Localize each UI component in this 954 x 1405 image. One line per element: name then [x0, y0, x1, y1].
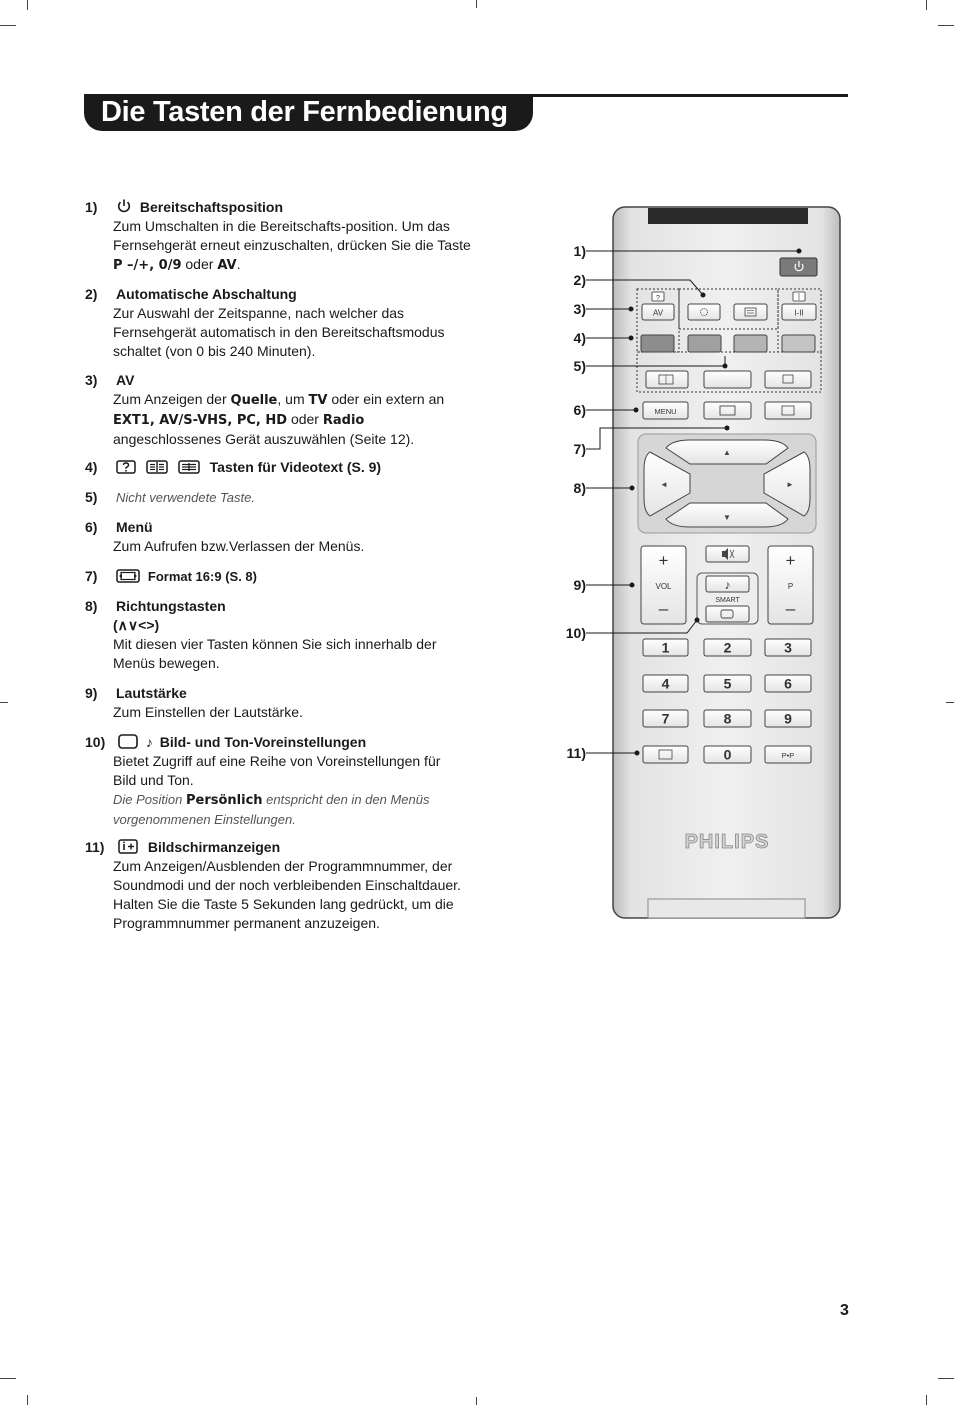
callout-dot	[701, 293, 706, 298]
callout-label-3: 3)	[573, 301, 586, 317]
dual-button-label: I-II	[794, 308, 804, 318]
callout-dot	[634, 408, 639, 413]
item-text: Zum Umschalten in die Bereitschafts-position. Um das	[113, 218, 450, 234]
ir-window	[648, 208, 808, 224]
sound-preset-icon: ♪	[145, 734, 153, 750]
power-icon	[116, 198, 132, 214]
crop-mark	[27, 0, 28, 10]
unused-key-left[interactable]	[646, 371, 688, 388]
unused-key-mid[interactable]	[704, 371, 751, 388]
item-2	[85, 285, 485, 361]
unused-key-right[interactable]	[765, 371, 811, 388]
key-name: AV	[217, 258, 237, 273]
digit-7-label: 7	[661, 710, 670, 727]
item-3	[85, 371, 485, 449]
item-number: 3)	[85, 372, 98, 388]
callout-dot	[629, 336, 634, 341]
crop-mark	[27, 1395, 28, 1405]
digit-1-label: 1	[661, 639, 670, 656]
item-text: Programmnummer permanent anzuzeigen.	[113, 915, 380, 931]
red-key[interactable]	[641, 335, 674, 352]
item-title: AV	[116, 372, 135, 388]
item-number: 8)	[85, 598, 98, 614]
item-title: Bereitschaftsposition	[139, 199, 284, 215]
arrow-keys: (∧∨<>)	[113, 617, 160, 633]
item-1	[85, 198, 485, 275]
key-name: Radio	[322, 413, 365, 428]
item-5	[85, 488, 485, 507]
item-text: Bietet Zugriff auf eine Reihe von Voreinstellungen für	[113, 753, 441, 769]
item-number: 11)	[85, 839, 105, 855]
item-10	[85, 733, 485, 829]
item-text: Zur Auswahl der Zeitspanne, nach welcher das	[113, 305, 405, 321]
digit-3-label: 3	[784, 639, 792, 656]
item-text: Fernsehgerät erneut einzuschalten, drücken Sie die Taste	[113, 237, 471, 253]
callout-dot	[630, 583, 635, 588]
callout-label-1: 1)	[573, 243, 586, 259]
program-up-icon: +	[785, 551, 796, 570]
item-6	[85, 518, 485, 556]
item-text: schaltet (von 0 bis 240 Minuten).	[113, 343, 316, 359]
menu-button-label: MENU	[654, 407, 677, 416]
callout-label-4: 4)	[573, 330, 586, 346]
item-number: 5)	[85, 489, 98, 505]
item-text: Zum Einstellen der Lautstärke.	[113, 704, 303, 720]
callout-label-8: 8)	[573, 480, 586, 496]
format-button[interactable]	[704, 402, 751, 419]
item-title: Menü	[116, 519, 153, 535]
timer-button[interactable]	[688, 304, 720, 320]
digit-9-label: 9	[784, 710, 792, 727]
item-8	[85, 597, 485, 673]
svg-text:?: ?	[656, 295, 660, 302]
item-number: 2)	[85, 286, 98, 302]
item-title: Bild- und Ton-Voreinstellungen	[159, 734, 367, 750]
item-number: 10)	[85, 734, 106, 750]
previous-program-label: P•P	[781, 751, 795, 760]
item-text: Zum Anzeigen/Ausblenden der Programmnummer, der	[113, 858, 453, 874]
program-label: P	[787, 582, 794, 591]
blue-key[interactable]	[782, 335, 815, 352]
info-button[interactable]	[643, 746, 688, 763]
callout-dot	[725, 426, 730, 431]
item-text: Zum Aufrufen bzw.Verlassen der Menüs.	[113, 538, 365, 554]
callout-dot	[635, 751, 640, 756]
right-arrow-icon: ►	[786, 480, 794, 489]
crop-mark	[938, 25, 954, 26]
item-text: Bild und Ton.	[113, 772, 194, 788]
callout-label-9: 9)	[573, 577, 586, 593]
callout-label-2: 2)	[573, 272, 586, 288]
digit-2-label: 2	[723, 639, 732, 656]
digit-8-label: 8	[723, 710, 732, 727]
item-title: Lautstärke	[116, 685, 187, 701]
smart-sound-icon: ♪	[724, 578, 731, 592]
digit-4-label: 4	[661, 675, 670, 692]
item-note: Die Position	[113, 792, 186, 807]
teletext-help-icon	[116, 460, 136, 474]
crop-mark	[0, 1378, 16, 1379]
key-name: TV	[308, 393, 328, 408]
item-text: angeschlossenes Gerät auszuwählen (Seite 12).	[113, 431, 415, 447]
item-number: 1)	[85, 199, 98, 215]
key-name: Quelle	[230, 393, 278, 408]
item-text: oder	[287, 411, 323, 427]
teletext-button[interactable]	[734, 304, 767, 320]
left-arrow-icon: ◄	[660, 480, 668, 489]
digit-6-label: 6	[784, 675, 792, 692]
callout-dot	[630, 486, 635, 491]
callout-label-5: 5)	[573, 358, 586, 374]
callout-dot	[797, 249, 802, 254]
item-text: oder ein extern an	[327, 391, 445, 407]
teletext-on-icon	[178, 460, 200, 474]
smart-label: SMART	[715, 597, 740, 604]
callout-dot	[695, 618, 700, 623]
crop-mark	[476, 1397, 477, 1405]
page-title: Die Tasten der Fernbedienung	[101, 96, 508, 128]
item-text: Zum Anzeigen der	[113, 391, 231, 407]
crop-mark	[0, 702, 8, 703]
bottom-plate	[648, 899, 805, 918]
callout-label-6: 6)	[573, 402, 586, 418]
item-number: 6)	[85, 519, 98, 535]
crop-mark	[476, 0, 477, 8]
volume-down-icon: –	[658, 599, 669, 618]
item-number: 4)	[85, 459, 98, 475]
item-text: Menüs bewegen.	[113, 655, 220, 671]
item-note: Nicht verwendete Taste.	[116, 490, 255, 505]
teletext-on-button[interactable]	[765, 402, 811, 419]
item-9	[85, 684, 485, 722]
item-text: oder	[181, 256, 218, 272]
smart-picture-button[interactable]	[706, 606, 749, 622]
item-title: Format 16:9 (S. 8)	[147, 569, 257, 584]
key-name: Persönlich	[185, 793, 263, 808]
item-text: Soundmodi und der noch verbleibenden Einschaltdauer.	[113, 877, 461, 893]
digit-5-label: 5	[723, 675, 732, 692]
item-number: 9)	[85, 685, 98, 701]
down-arrow-icon: ▼	[723, 513, 731, 522]
item-text: Fernsehgerät automatisch in den Bereitschaftsmodus	[113, 324, 445, 340]
item-title: Tasten für Videotext (S. 9)	[209, 459, 382, 475]
callout-label-10: 10)	[565, 625, 586, 641]
crop-mark	[946, 702, 954, 703]
digit-0-label: 0	[723, 746, 732, 763]
item-text: .	[236, 256, 241, 272]
callout-dot	[723, 364, 728, 369]
program-down-icon: –	[785, 599, 796, 618]
item-7	[85, 567, 485, 586]
item-title: Automatische Abschaltung	[116, 286, 297, 302]
item-text: , um	[277, 391, 309, 407]
key-names: EXT1, AV/S-VHS, PC, HD	[113, 413, 288, 428]
remote-illustration	[555, 200, 855, 925]
picture-preset-icon	[118, 734, 138, 749]
teletext-mix-icon	[146, 460, 168, 474]
brand-logo: PHILIPS	[684, 831, 770, 853]
item-note: vorgenommenen Einstellungen.	[113, 812, 296, 827]
crop-mark	[926, 0, 927, 10]
item-number: 7)	[85, 568, 98, 584]
key-names: P –/+, 0/9	[113, 258, 182, 273]
item-title: Bildschirmanzeigen	[147, 839, 281, 855]
item-text: Mit diesen vier Tasten können Sie sich innerhalb der	[113, 636, 437, 652]
callout-label-7: 7)	[573, 441, 586, 457]
crop-mark	[926, 1395, 927, 1405]
item-note: entspricht den in den Menüs	[262, 792, 430, 807]
callout-label-11: 11)	[566, 745, 586, 761]
item-text: Halten Sie die Taste 5 Sekunden lang gedrückt, um die	[113, 896, 454, 912]
info-icon	[118, 839, 138, 854]
green-key[interactable]	[688, 335, 721, 352]
volume-label: VOL	[655, 582, 672, 591]
item-title: Richtungstasten	[116, 598, 226, 614]
volume-up-icon: +	[658, 551, 669, 570]
callout-dot	[629, 307, 634, 312]
up-arrow-icon: ▲	[723, 448, 731, 457]
crop-mark	[0, 25, 16, 26]
item-11	[85, 838, 485, 933]
item-4	[85, 458, 485, 477]
crop-mark	[938, 1378, 954, 1379]
av-button-label: AV	[652, 308, 664, 318]
page-number: 3	[840, 1302, 849, 1319]
yellow-key[interactable]	[734, 335, 767, 352]
format-icon	[116, 569, 140, 583]
